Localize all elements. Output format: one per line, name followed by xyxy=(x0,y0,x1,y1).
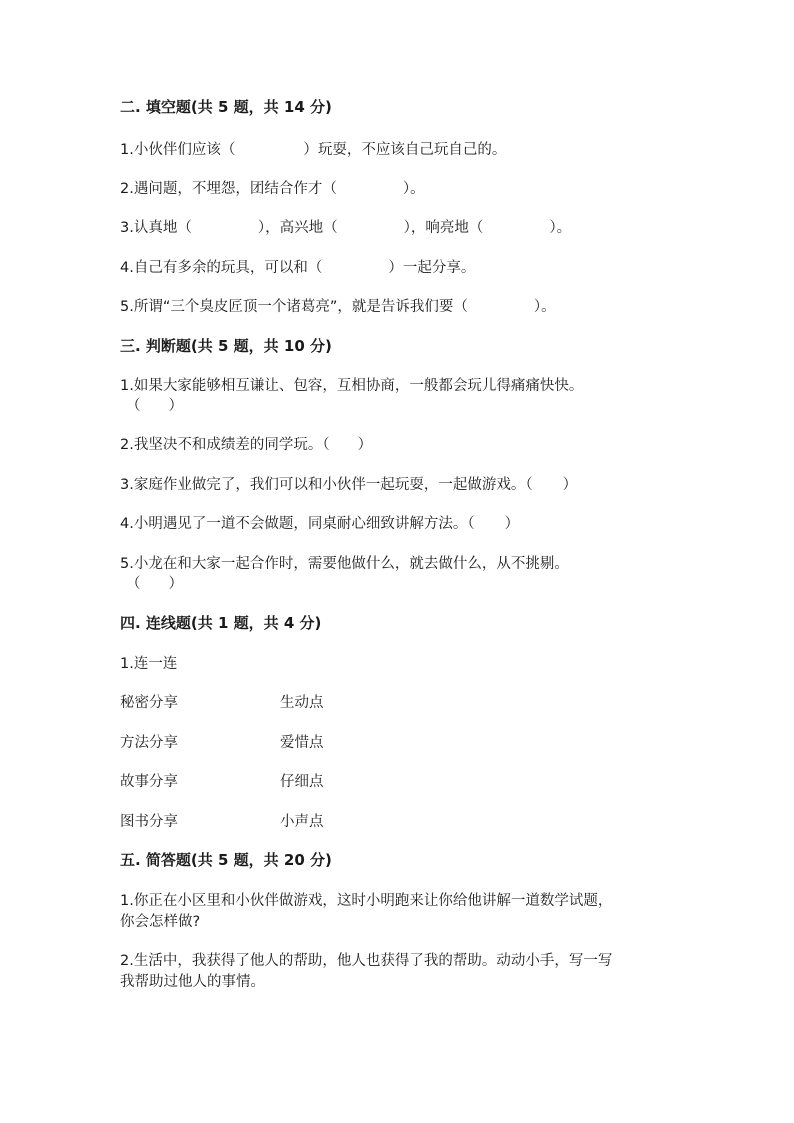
match-right-item[interactable]: 爱惜点 xyxy=(280,735,324,751)
short-question-1-line-2: 你会怎样做? xyxy=(120,914,201,930)
question-number: 2. xyxy=(120,953,134,969)
question-number: 1. xyxy=(120,656,134,672)
judge-answer-5[interactable]: （ ） xyxy=(126,576,183,592)
short-question-2-line-2: 我帮助过他人的事情。 xyxy=(120,974,265,990)
section-title-short-answer: 五. 简答题(共 5 题，共 20 分) xyxy=(120,851,332,869)
match-right-item[interactable]: 仔细点 xyxy=(280,774,324,790)
fill-question-1: 1.小伙伴们应该（ ）玩耍，不应该自己玩自己的。 xyxy=(120,142,507,158)
question-number: 4. xyxy=(120,260,134,276)
question-number: 2. xyxy=(120,437,134,453)
section-title-true-false: 三. 判断题(共 5 题，共 10 分) xyxy=(120,337,332,355)
question-number: 3. xyxy=(120,477,134,493)
match-left-item[interactable]: 故事分享 xyxy=(120,774,178,790)
question-number: 4. xyxy=(120,516,134,532)
judge-question-5: 5.小龙在和大家一起合作时，需要他做什么，就去做什么，从不挑剔。 xyxy=(120,556,569,572)
section-title-matching: 四. 连线题(共 1 题，共 4 分) xyxy=(120,614,322,632)
judge-question-2: 2.我坚决不和成绩差的同学玩。（ ） xyxy=(120,437,373,453)
match-left-item[interactable]: 图书分享 xyxy=(120,814,178,830)
question-number: 5. xyxy=(120,299,134,315)
fill-question-4: 4.自己有多余的玩具，可以和（ ）一起分享。 xyxy=(120,260,476,276)
fill-question-2: 2.遇问题，不埋怨，团结合作才（ ）。 xyxy=(120,181,425,197)
match-right-item[interactable]: 小声点 xyxy=(280,814,324,830)
judge-answer-1[interactable]: （ ） xyxy=(126,398,183,414)
fill-question-3: 3.认真地（ ），高兴地（ ），响亮地（ ）。 xyxy=(120,220,572,236)
section-title-fill-blank: 二. 填空题(共 5 题，共 14 分) xyxy=(120,98,332,116)
match-left-item[interactable]: 方法分享 xyxy=(120,735,178,751)
short-question-1: 1.你正在小区里和小伙伴做游戏，这时小明跑来让你给他讲解一道数学试题， xyxy=(120,893,613,909)
judge-question-3: 3.家庭作业做完了，我们可以和小伙伴一起玩耍，一起做游戏。（ ） xyxy=(120,477,578,493)
question-number: 1. xyxy=(120,142,134,158)
question-number: 3. xyxy=(120,220,134,236)
short-question-2: 2.生活中，我获得了他人的帮助，他人也获得了我的帮助。动动小手，写一写 xyxy=(120,953,613,969)
question-number: 2. xyxy=(120,181,134,197)
judge-question-1: 1.如果大家能够相互谦让、包容，互相协商，一般都会玩儿得痛痛快快。 xyxy=(120,378,584,394)
question-number: 1. xyxy=(120,893,134,909)
judge-question-4: 4.小明遇见了一道不会做题，同桌耐心细致讲解方法。（ ） xyxy=(120,516,520,532)
question-number: 5. xyxy=(120,556,134,572)
fill-question-5: 5.所谓“三个臭皮匠顶一个诸葛亮”，就是告诉我们要（ ）。 xyxy=(120,299,556,315)
match-right-item[interactable]: 生动点 xyxy=(280,695,324,711)
question-number: 1. xyxy=(120,378,134,394)
match-question-1: 1.连一连 xyxy=(120,656,178,672)
match-left-item[interactable]: 秘密分享 xyxy=(120,695,178,711)
